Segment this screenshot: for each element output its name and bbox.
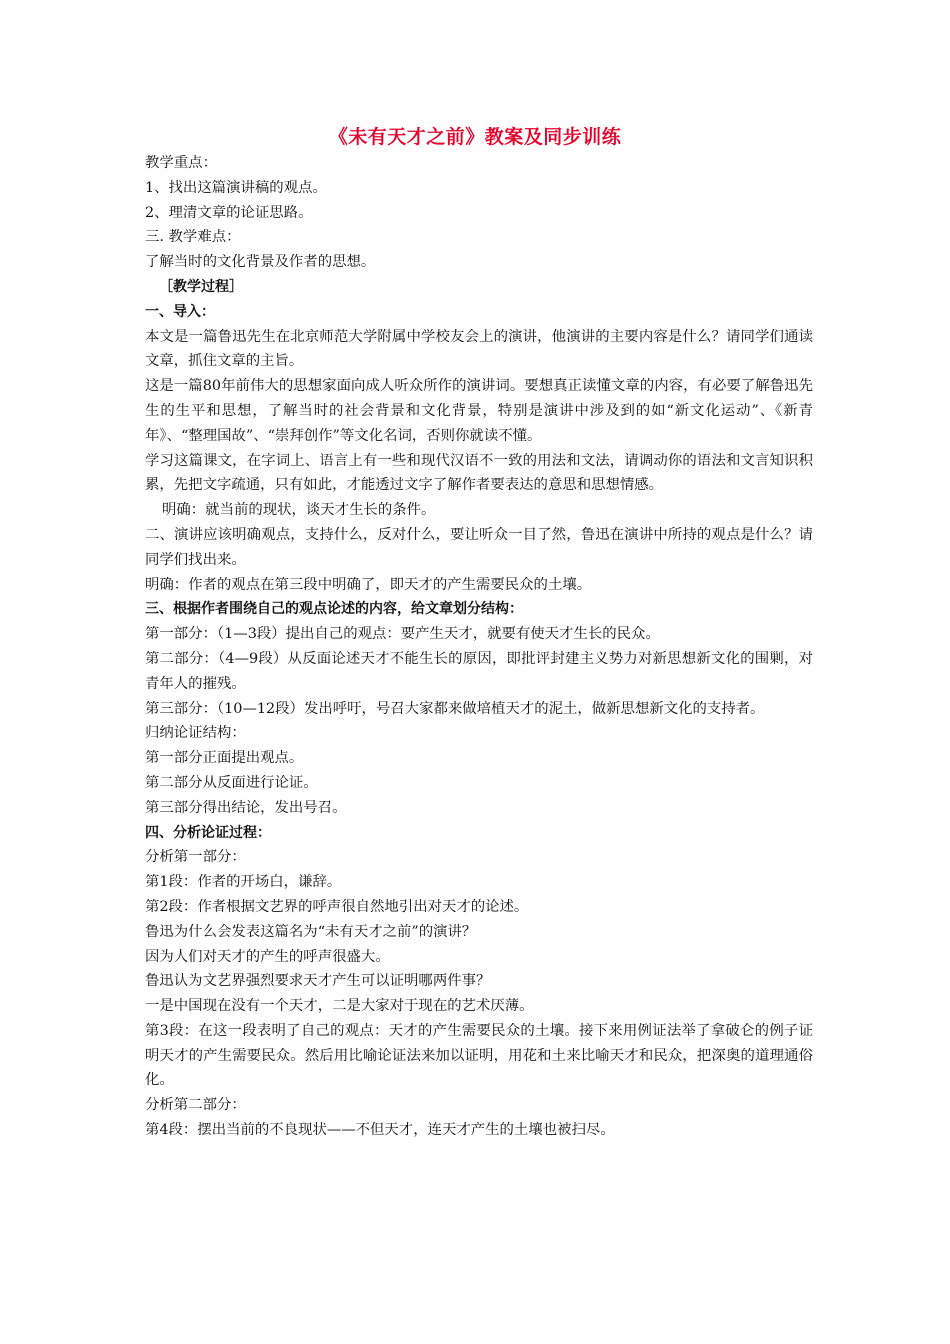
paragraph: 分析第二部分： — [145, 1097, 246, 1114]
document-body — [145, 151, 813, 1143]
section-heading: 四、分析论证过程： — [145, 824, 271, 841]
paragraph: 第2段：作者根据文艺界的呼声很自然地引出对天才的论述。 — [145, 898, 529, 915]
paragraph: 第一部分：（1—3段）提出自己的观点：要产生天才，就要有使天才生长的民众。 — [145, 626, 660, 643]
paragraph: 第三部分得出结论，发出号召。 — [145, 799, 347, 816]
paragraph: 归纳论证结构： — [145, 725, 246, 742]
paragraph: 因为人们对天才的产生的呼声很盛大。 — [145, 948, 390, 965]
paragraph: 学习这篇课文，在字词上、语言上有一些和现代汉语不一致的用法和文法，请调动你的语法和文言知识积累，先把文字疏通，只有如此，才能透过文字了解作者要表达的意思和思想情感。 — [145, 452, 813, 494]
section-heading: 一、导入： — [145, 303, 215, 320]
paragraph: 了解当时的文化背景及作者的思想。 — [145, 254, 376, 271]
paragraph: 1、找出这篇演讲稿的观点。 — [145, 179, 327, 196]
paragraph: 第1段：作者的开场白，谦辞。 — [145, 874, 342, 891]
paragraph: 第3段：在这一段表明了自己的观点：天才的产生需要民众的土壤。接下来用例证法举了拿破仑的例子证明天才的产生需要民众。然后用比喻论证法来加以证明，用花和土来比喻天才和民众，把深奥的道理通俗化。 — [145, 1022, 813, 1089]
paragraph: 三. 教学难点： — [145, 229, 241, 246]
paragraph: 鲁迅为什么会发表这篇名为“未有天才之前”的演讲？ — [145, 923, 477, 940]
paragraph: 二、演讲应该明确观点，支持什么，反对什么，要让听众一目了然，鲁迅在演讲中所持的观点是什么？请同学们找出来。 — [145, 526, 813, 568]
paragraph: 教学重点： — [145, 155, 217, 171]
paragraph: 一是中国现在没有一个天才，二是大家对于现在的艺术厌薄。 — [145, 998, 534, 1015]
section-heading: 三、根据作者围绕自己的观点论述的内容，给文章划分结构： — [145, 601, 523, 618]
paragraph: 明确：就当前的现状，谈天才生长的条件。 — [162, 502, 436, 519]
document-title: 《未有天才之前》教案及同步训练 — [328, 126, 622, 148]
paragraph: 本文是一篇鲁迅先生在北京师范大学附属中学校友会上的演讲，他演讲的主要内容是什么？请同学们通读文章，抓住文章的主旨。 — [145, 328, 813, 370]
paragraph: 明确：作者的观点在第三段中明确了，即天才的产生需要民众的土壤。 — [145, 576, 592, 593]
paragraph: 第三部分：（10—12段）发出呼吁，号召大家都来做培植天才的泥土，做新思想新文化的支持者。 — [145, 700, 765, 717]
paragraph: 第二部分：（4—9段）从反面论述天才不能生长的原因，即批评封建主义势力对新思想新文化的围剿，对青年人的摧残。 — [145, 650, 813, 692]
paragraph: 第一部分正面提出观点。 — [145, 750, 304, 767]
paragraph: 鲁迅认为文艺界强烈要求天才产生可以证明哪两件事？ — [145, 973, 491, 990]
paragraph: 分析第一部分： — [145, 849, 246, 866]
paragraph: 第4段：摆出当前的不良现状——不但天才，连天才产生的土壤也被扫尽。 — [145, 1122, 615, 1139]
paragraph: 这是一篇80年前伟大的思想家面向成人听众所作的演讲词。要想真正读懂文章的内容，有必要了解鲁迅先生的生平和思想，了解当时的社会背景和文化背景，特别是演讲中涉及到的如“新文化运动”、《新青年》、“整理国故”、“崇拜创作”等文化名词，否则你就读不懂。 — [145, 378, 813, 444]
paragraph: 2、理清文章的论证思路。 — [145, 204, 313, 221]
section-heading: ［教学过程］ — [159, 278, 243, 295]
paragraph: 第二部分从反面进行论证。 — [145, 774, 318, 791]
